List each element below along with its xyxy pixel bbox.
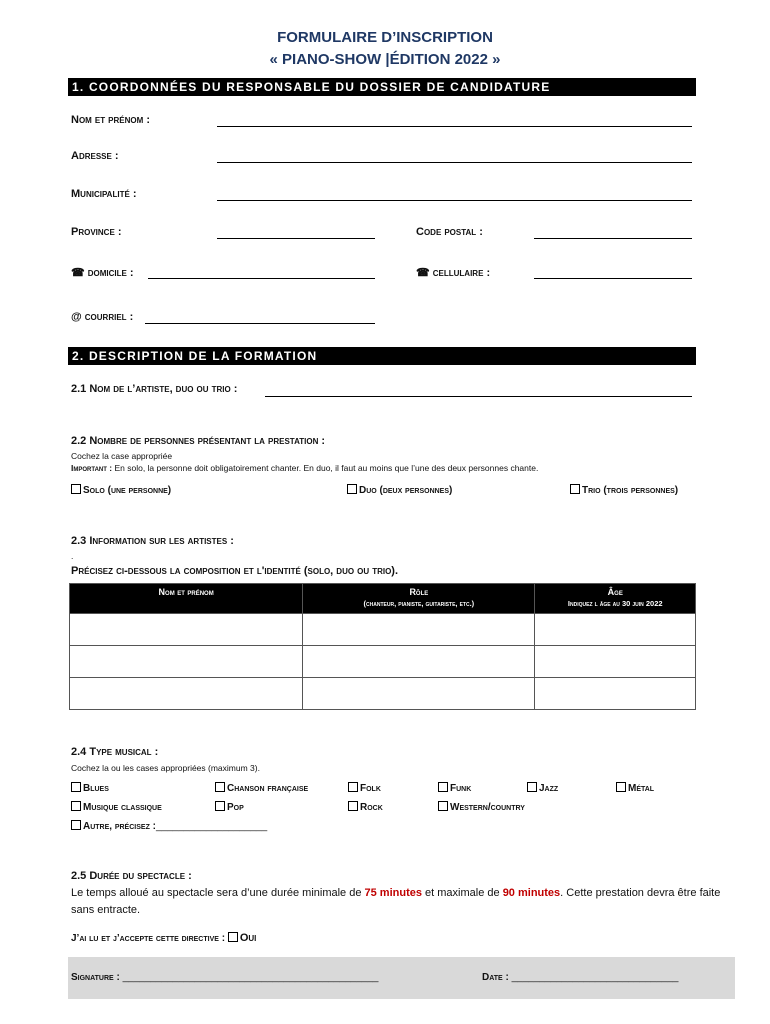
email-label: @ courriel : — [71, 311, 134, 323]
checkbox-jazz-label: Jazz — [539, 783, 559, 794]
checkbox-icon — [438, 782, 448, 792]
date-line: ______________________________ — [511, 972, 679, 983]
artists-dot: . — [71, 551, 74, 561]
artists-table — [69, 583, 696, 710]
cell-role[interactable] — [303, 646, 535, 678]
count-instruction: Cochez la case appropriée — [71, 451, 173, 461]
home-phone-label: ☎ domicile : — [71, 267, 134, 279]
signature-label: Signature : — [71, 972, 120, 983]
artists-instruction: Précisez ci-dessous la composition et l'identité (solo, duo ou trio). — [71, 565, 399, 577]
artists-heading: 2.3 Information sur les artistes : — [71, 535, 234, 547]
checkbox-western-country[interactable] — [438, 801, 525, 813]
checkbox-rock-label: Rock — [360, 802, 383, 813]
checkbox-folk[interactable] — [348, 782, 381, 794]
municipality-field[interactable] — [217, 200, 692, 201]
checkbox-icon — [347, 484, 357, 494]
checkbox-icon — [228, 932, 238, 942]
checkbox-classique-label: Musique classique — [83, 802, 162, 813]
max-duration: 90 minutes — [502, 887, 561, 899]
min-duration: 75 minutes — [364, 887, 422, 899]
important-label: Important : — [71, 463, 113, 473]
signature-line: ______________________________________________ — [122, 972, 379, 983]
checkbox-blues[interactable] — [71, 782, 109, 794]
signature-field[interactable] — [71, 972, 378, 983]
table-row — [70, 614, 696, 646]
checkbox-icon — [215, 801, 225, 811]
cell-age[interactable] — [535, 646, 696, 678]
cell-phone-label: ☎ cellulaire : — [416, 267, 491, 279]
checkbox-solo[interactable] — [71, 484, 171, 496]
checkbox-rock[interactable] — [348, 801, 383, 813]
date-field[interactable] — [482, 972, 678, 983]
address-label: Adresse : — [71, 150, 119, 162]
checkbox-chanson-francaise[interactable] — [215, 782, 308, 794]
municipality-label: Municipalité : — [71, 188, 137, 200]
duration-heading: 2.5 Durée du spectacle : — [71, 870, 192, 882]
province-field[interactable] — [217, 238, 375, 239]
province-label: Province : — [71, 226, 122, 238]
checkbox-icon — [215, 782, 225, 792]
checkbox-duo[interactable] — [347, 484, 452, 496]
checkbox-chanson-label: Chanson française — [227, 783, 309, 794]
name-field[interactable] — [217, 126, 692, 127]
checkbox-pop[interactable] — [215, 801, 244, 813]
cell-name[interactable] — [70, 614, 303, 646]
checkbox-icon — [616, 782, 626, 792]
checkbox-jazz[interactable] — [527, 782, 558, 794]
checkbox-icon — [438, 801, 448, 811]
checkbox-trio-label: Trio (trois personnes) — [582, 485, 679, 496]
table-row — [70, 646, 696, 678]
col-role-header: Rôle (chanteur, pianiste, guitariste, etc.) — [303, 584, 535, 614]
table-row — [70, 678, 696, 710]
checkbox-blues-label: Blues — [83, 783, 109, 794]
address-field[interactable] — [217, 162, 692, 163]
checkbox-solo-label: Solo (une personne) — [83, 485, 172, 496]
checkbox-folk-label: Folk — [360, 783, 381, 794]
form-title-line2: « PIANO-SHOW |ÉDITION 2022 » — [269, 51, 501, 68]
checkbox-oui[interactable] — [228, 932, 257, 944]
postal-code-field[interactable] — [534, 238, 692, 239]
artist-name-field[interactable] — [265, 396, 692, 397]
checkbox-pop-label: Pop — [227, 802, 244, 813]
checkbox-funk[interactable] — [438, 782, 471, 794]
duration-text: Le temps alloué au spectacle sera d’une durée minimale de 75 minutes et maximale de 90 minutes. Cette prestation devra être faite sans entracte. — [71, 887, 721, 916]
postal-code-label: Code postal : — [416, 226, 483, 238]
checkbox-icon — [71, 801, 81, 811]
section2-heading: 2. DESCRIPTION DE LA FORMATION — [68, 347, 696, 365]
checkbox-metal-label: Métal — [628, 783, 655, 794]
checkbox-icon — [570, 484, 580, 494]
checkbox-autre[interactable] — [71, 820, 267, 832]
genre-heading: 2.4 Type musical : — [71, 746, 159, 758]
checkbox-metal[interactable] — [616, 782, 654, 794]
checkbox-autre-label: Autre, précisez : — [83, 821, 156, 832]
date-label: Date : — [482, 972, 509, 983]
artist-name-label: 2.1 Nom de l’artiste, duo ou trio : — [71, 383, 238, 395]
checkbox-icon — [71, 820, 81, 830]
col-name-header: Nom et prénom — [70, 584, 303, 614]
cell-role[interactable] — [303, 614, 535, 646]
section1-heading: 1. COORDONNÉES DU RESPONSABLE DU DOSSIER DE CANDIDATURE — [68, 78, 696, 96]
autre-field[interactable]: ____________________ — [155, 821, 268, 832]
cell-role[interactable] — [303, 678, 535, 710]
cell-name[interactable] — [70, 646, 303, 678]
checkbox-icon — [348, 801, 358, 811]
cell-phone-field[interactable] — [534, 278, 692, 279]
important-text: En solo, la personne doit obligatoirement chanter. En duo, il faut au moins que l’une des deux personnes chante. — [112, 463, 539, 473]
genre-instruction: Cochez la ou les cases appropriées (maximum 3). — [71, 763, 260, 773]
checkbox-icon — [71, 782, 81, 792]
checkbox-duo-label: Duo (deux personnes) — [359, 485, 453, 496]
accept-label: J’ai lu et j’accepte cette directive : — [71, 933, 226, 944]
checkbox-oui-label: Oui — [239, 932, 257, 944]
checkbox-musique-classique[interactable] — [71, 801, 162, 813]
accept-directive — [71, 932, 256, 944]
checkbox-funk-label: Funk — [450, 783, 472, 794]
email-field[interactable] — [145, 323, 375, 324]
cell-age[interactable] — [535, 614, 696, 646]
count-important-note — [71, 463, 538, 473]
form-title-line1: FORMULAIRE D’INSCRIPTION — [277, 29, 493, 46]
cell-age[interactable] — [535, 678, 696, 710]
cell-name[interactable] — [70, 678, 303, 710]
checkbox-trio[interactable] — [570, 484, 678, 496]
checkbox-icon — [348, 782, 358, 792]
col-age-header: Âge Indiquez l âge au 30 juin 2022 — [535, 584, 696, 614]
count-heading: 2.2 Nombre de personnes présentant la prestation : — [71, 435, 326, 447]
checkbox-icon — [71, 484, 81, 494]
home-phone-field[interactable] — [148, 278, 375, 279]
name-label: Nom et prénom : — [71, 114, 150, 126]
checkbox-western-label: Western/country — [450, 802, 525, 813]
checkbox-icon — [527, 782, 537, 792]
